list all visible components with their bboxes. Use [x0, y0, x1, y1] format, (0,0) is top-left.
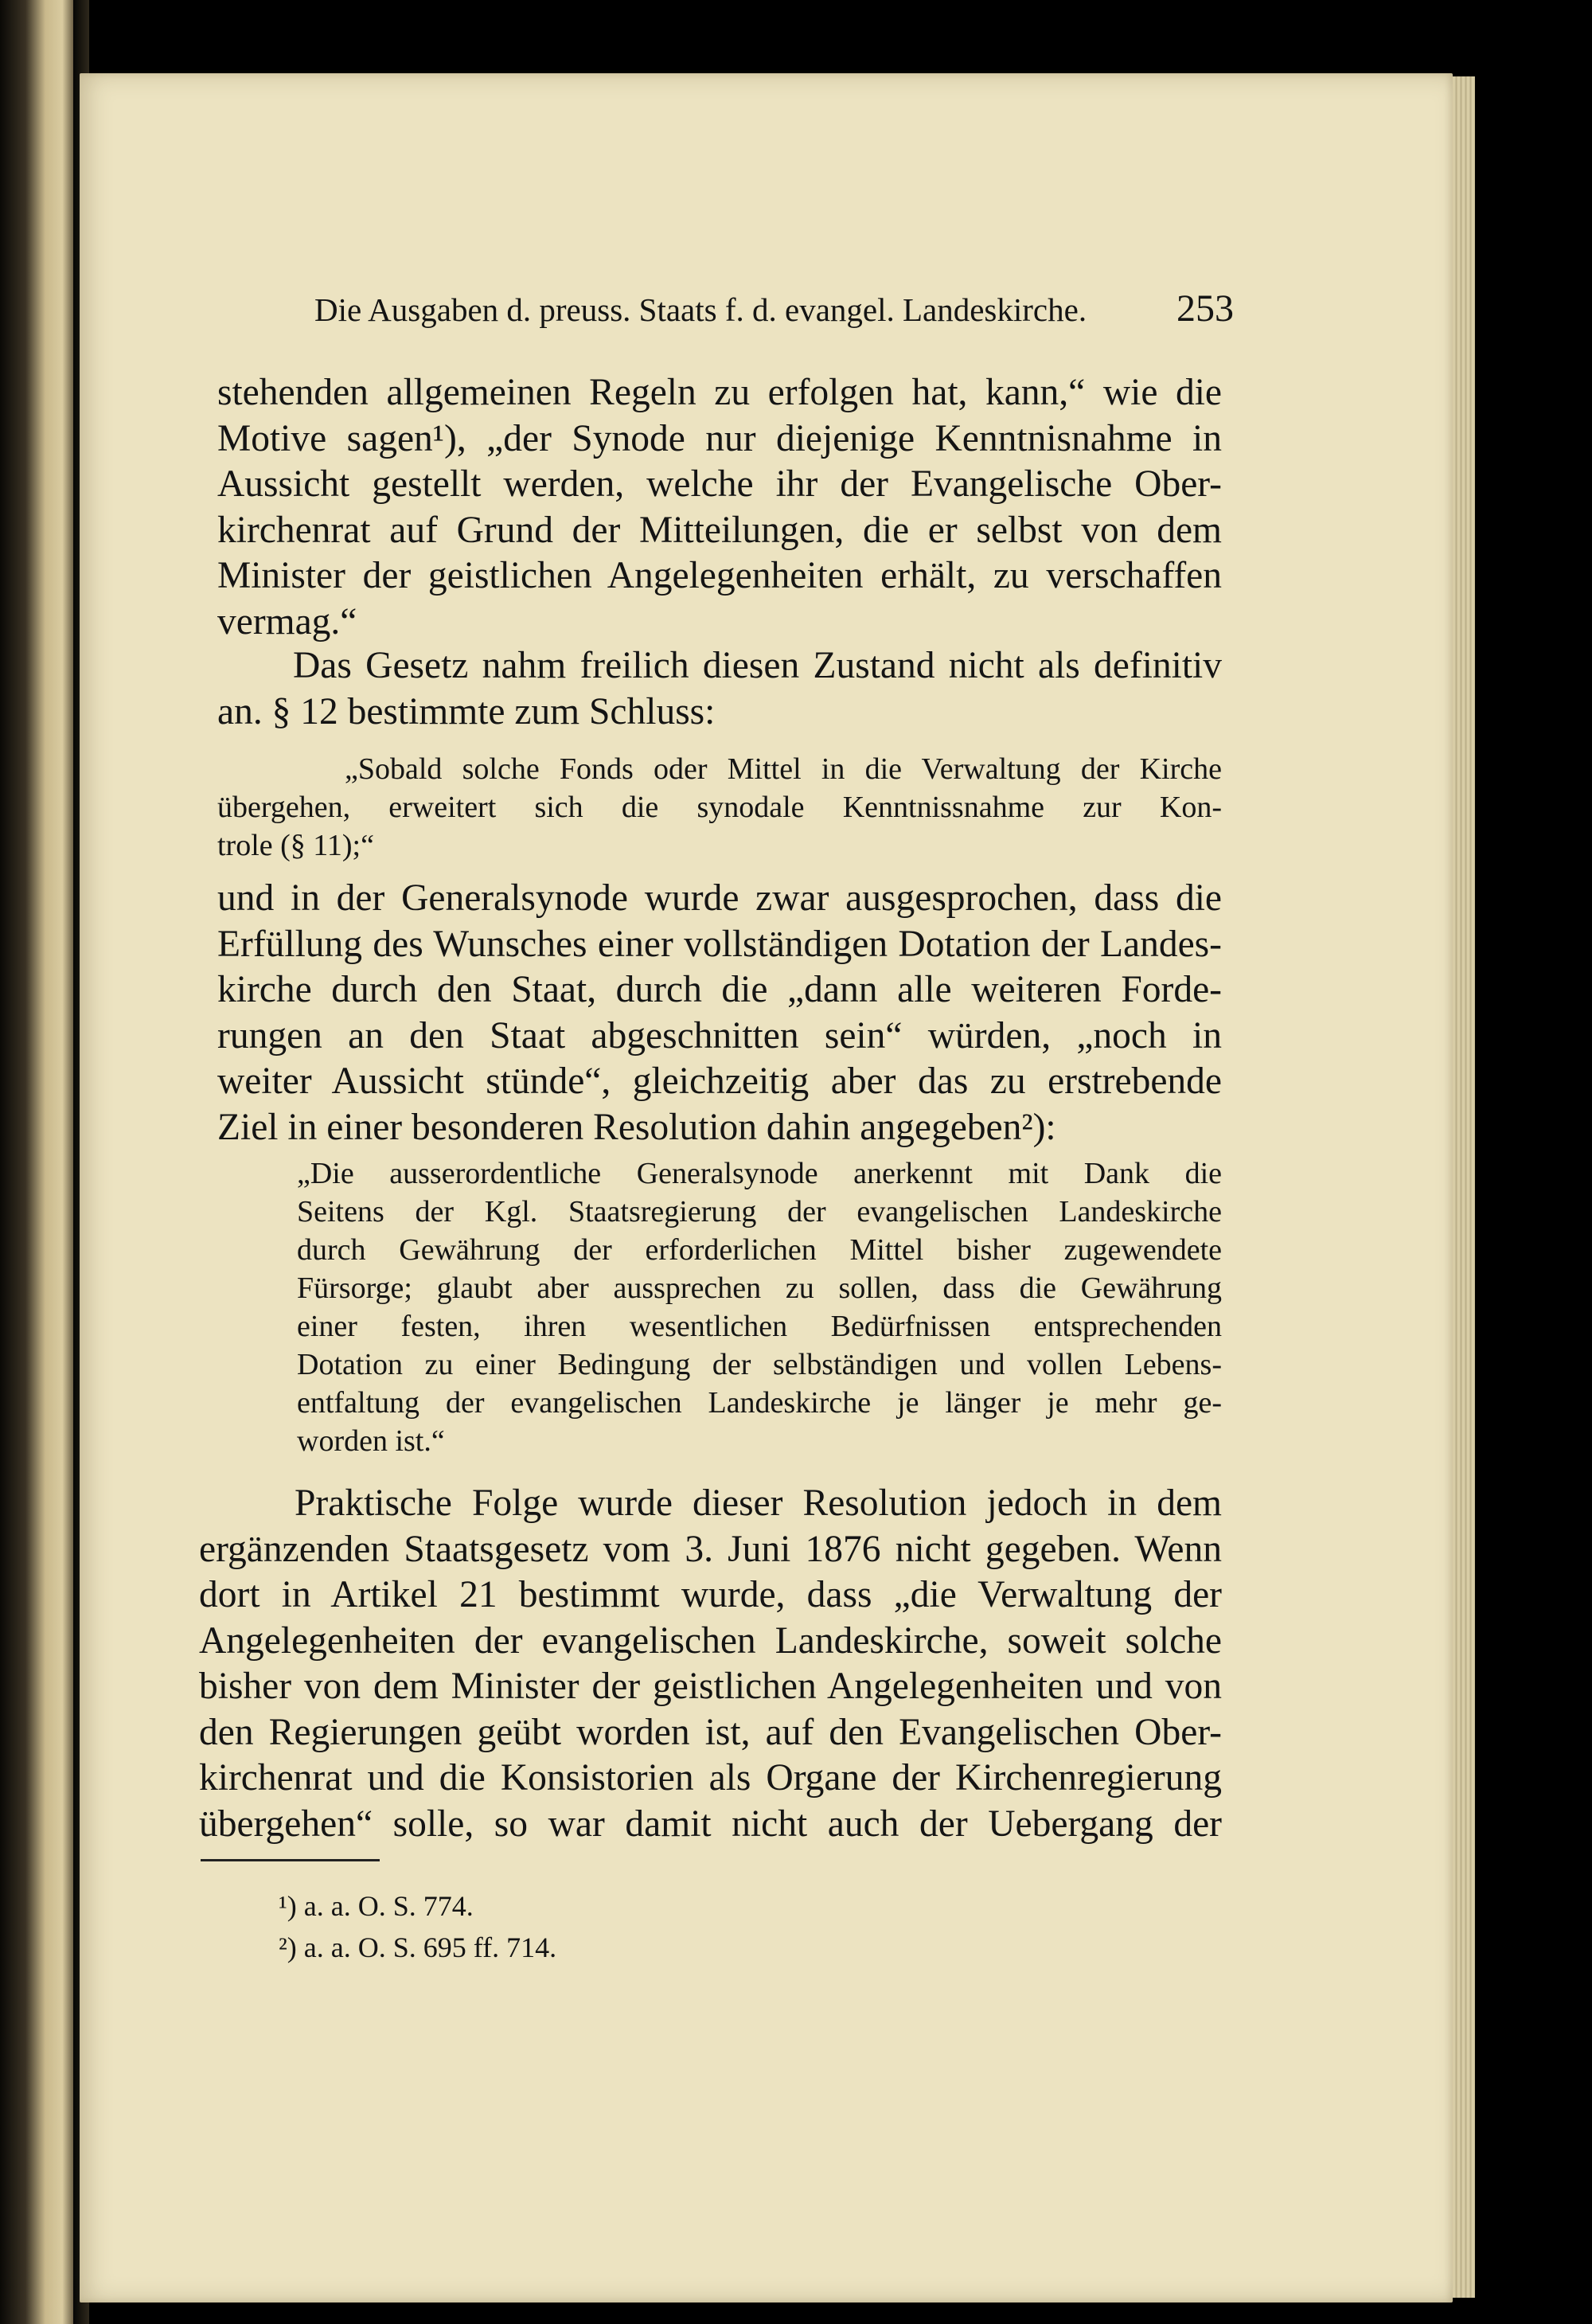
text-line: Minister der geistlichen Angelegenheiten erhält, zu verschaffen	[217, 555, 1222, 596]
text-line: einer festen, ihren wesentlichen Bedürfnissen entsprechenden	[297, 1310, 1222, 1343]
running-title: Die Ausgaben d. preuss. Staats f. d. evangel. Landeskirche.	[314, 291, 1087, 328]
text-line: entfaltung der evangelischen Landeskirche je länger je mehr ge-	[297, 1386, 1222, 1420]
text-line: stehenden allgemeinen Regeln zu erfolgen hat, kann,“ wie die	[217, 372, 1222, 413]
text-line: rungen an den Staat abgeschnitten sein“ würden, „noch in	[217, 1014, 1222, 1057]
text-line: übergehen, erweitert sich die synodale Kenntnissnahme zur Kon-	[217, 791, 1222, 824]
text-line: Fürsorge; glaubt aber aussprechen zu sollen, dass die Gewährung	[297, 1271, 1222, 1305]
text-line: Aussicht gestellt werden, welche ihr der Evangelische Ober-	[217, 463, 1222, 505]
text-line: Seitens der Kgl. Staatsregierung der evangelischen Landeskirche	[297, 1195, 1222, 1228]
footnotes	[279, 1885, 556, 1968]
text-line: kirche durch den Staat, durch die „dann alle weiteren Forde-	[217, 969, 1222, 1010]
block-quote-2	[297, 1154, 1222, 1460]
text-line: bisher von dem Minister der geistlichen Angelegenheiten und von	[199, 1666, 1222, 1707]
text-line: an. § 12 bestimmte zum Schluss:	[217, 690, 716, 732]
text-line: Erfüllung des Wunsches einer vollständigen Dotation der Landes-	[217, 923, 1222, 965]
text-line: Angelegenheiten der evangelischen Landeskirche, soweit solche	[199, 1619, 1222, 1662]
text-line: dort in Artikel 21 bestimmt wurde, dass „die Verwaltung der	[199, 1574, 1222, 1615]
text-line: Das Gesetz nahm freilich diesen Zustand nicht als definitiv	[293, 645, 1222, 686]
text-line: durch Gewährung der erforderlichen Mittel bisher zugewendete	[297, 1233, 1222, 1267]
page-stack-edge	[1453, 76, 1475, 2298]
text-line: weiter Aussicht stünde“, gleichzeitig aber das zu erstrebende	[217, 1060, 1222, 1102]
text-line: kirchenrat und die Konsistorien als Organe der Kirchenregierung	[199, 1757, 1222, 1799]
text-line: „Die ausserordentliche Generalsynode anerkennt mit Dank die	[297, 1157, 1222, 1190]
paragraph-2	[217, 643, 1222, 735]
text-line: „Sobald solche Fonds oder Mittel in die Verwaltung der Kirche	[345, 752, 1222, 786]
footnote-1: ¹) a. a. O. S. 774.	[279, 1890, 474, 1922]
footnote-separator	[201, 1859, 380, 1861]
text-line: worden ist.“	[297, 1424, 445, 1458]
text-line: Praktische Folge wurde dieser Resolution jedoch in dem	[295, 1482, 1222, 1524]
text-line: trole (§ 11);“	[217, 829, 374, 862]
footnote-2: ²) a. a. O. S. 695 ff. 714.	[279, 1931, 557, 1963]
page-number: 253	[1176, 287, 1234, 330]
text-line: Dotation zu einer Bedingung der selbständigen und vollen Lebens-	[297, 1348, 1222, 1381]
paragraph-4	[199, 1481, 1222, 1847]
text-line: und in der Generalsynode wurde zwar ausgesprochen, dass die	[217, 877, 1222, 919]
running-header	[314, 287, 1234, 330]
text-line: Ziel in einer besonderen Resolution dahin angegeben²):	[217, 1106, 1056, 1148]
paragraph-1	[217, 370, 1222, 645]
text-line: den Regierungen geübt worden ist, auf den Evangelischen Ober-	[199, 1711, 1222, 1753]
block-quote-1	[217, 750, 1222, 865]
facing-page-edge	[0, 0, 73, 2324]
text-line: Motive sagen¹), „der Synode nur diejenige Kenntnisnahme in	[217, 417, 1222, 459]
text-line: kirchenrat auf Grund der Mitteilungen, die er selbst von dem	[217, 509, 1222, 551]
text-line: vermag.“	[217, 600, 357, 643]
text-line: übergehen“ solle, so war damit nicht auch der Uebergang der	[199, 1803, 1222, 1845]
paragraph-3	[217, 876, 1222, 1150]
text-line: ergänzenden Staatsgesetz vom 3. Juni 1876 nicht gegeben. Wenn	[199, 1528, 1222, 1570]
